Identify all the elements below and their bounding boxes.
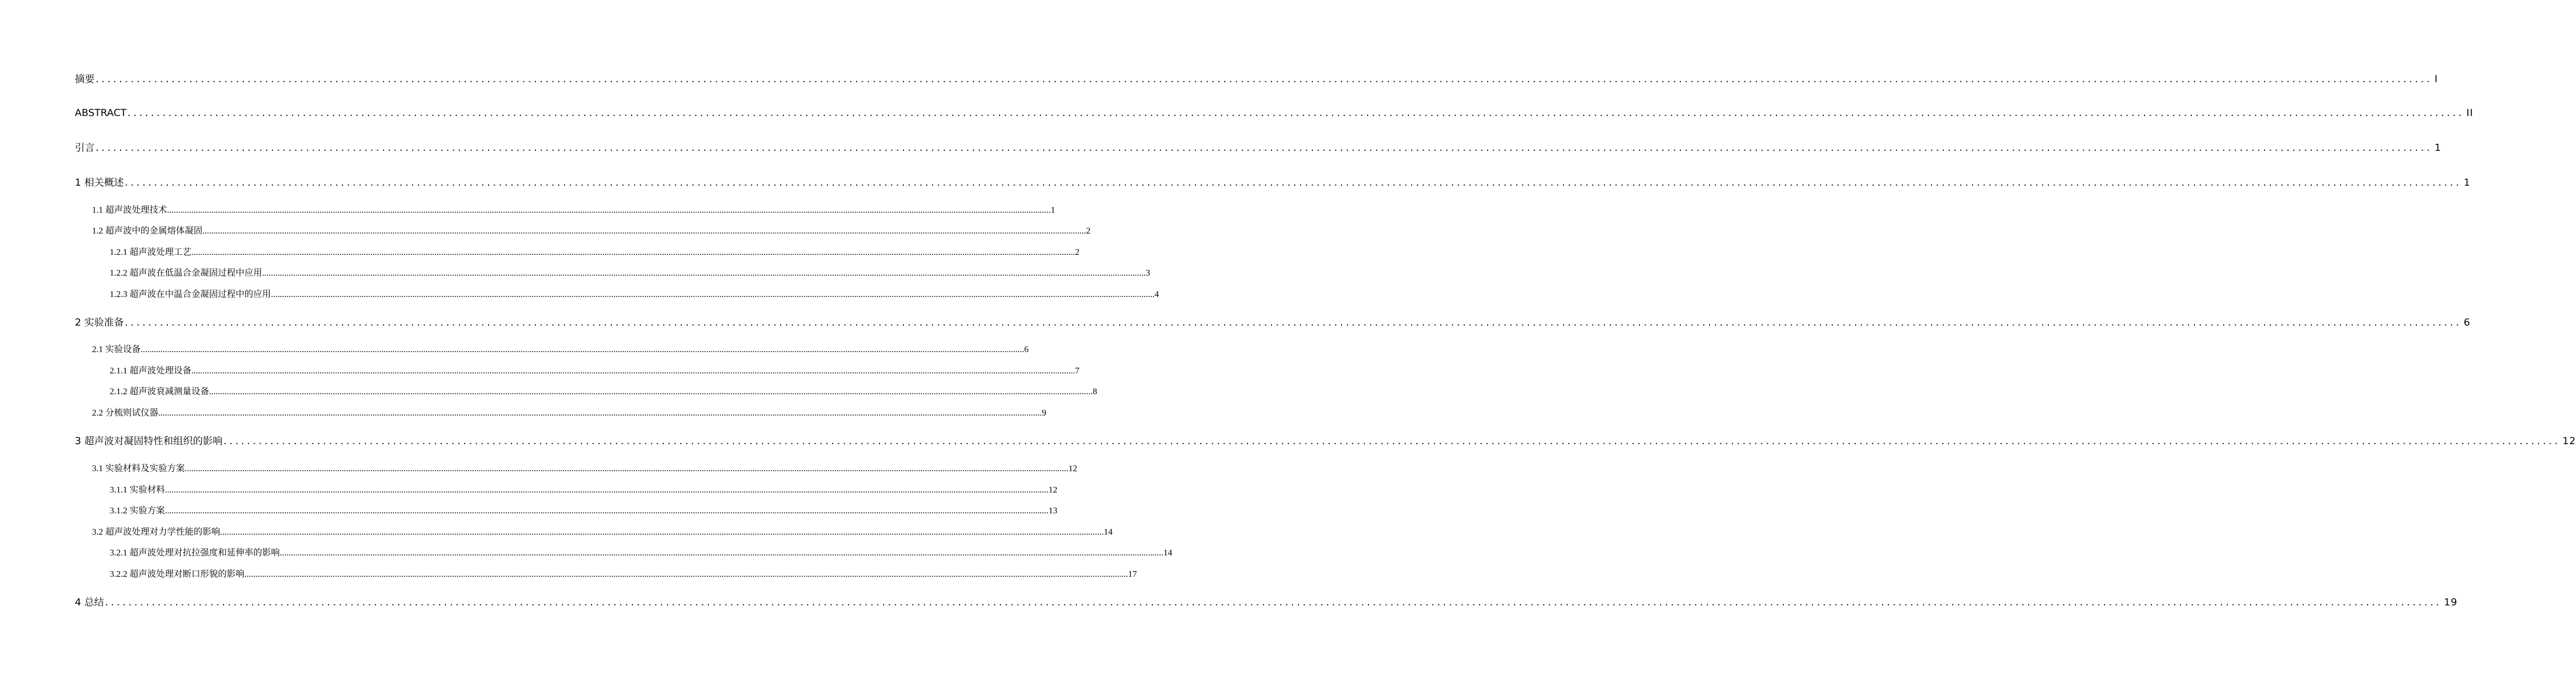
toc-entry-section-1-2-2[interactable] — [110, 267, 1150, 279]
toc-entry-page: 8 — [1093, 386, 1097, 396]
toc-entry-page: 3 — [1146, 268, 1150, 278]
toc-entry-label: 摘要 — [75, 73, 95, 85]
toc-entry-section-3-2-2[interactable] — [110, 568, 1137, 580]
toc-entry-chapter-3[interactable] — [75, 434, 2576, 448]
toc-entry-abstract-en[interactable] — [75, 106, 2474, 120]
toc-entry-chapter-1[interactable] — [75, 175, 2471, 190]
dot-leader: ................................................................................................................................................................................................................................................................................................................................................................................................................ — [125, 317, 2462, 328]
toc-entry-page: 19 — [2443, 597, 2458, 608]
dot-leader: ................................................................................................................................................................................................................................................................................................................................................................................................................ — [202, 226, 1086, 236]
dot-leader: ................................................................................................................................................................................................................................................................................................................................................................................................................ — [185, 463, 1069, 473]
toc-entry-chapter-2[interactable] — [75, 315, 2471, 330]
toc-entry-page: 2 — [1075, 247, 1080, 257]
toc-entry-page: 12 — [2562, 435, 2576, 447]
toc-entry-section-1-2-3[interactable] — [110, 288, 1159, 301]
toc-entry-section-2-1-2[interactable] — [110, 385, 1097, 398]
toc-entry-page: 6 — [1024, 344, 1029, 354]
toc-entry-label: 3.1 实验材料及实验方案 — [92, 463, 185, 473]
toc-entry-page: 14 — [1103, 527, 1113, 537]
toc-entry-section-3-2[interactable] — [92, 526, 1113, 538]
toc-entry-label: 3.1.1 实验材料 — [110, 485, 165, 495]
dot-leader: ................................................................................................................................................................................................................................................................................................................................................................................................................ — [167, 205, 1051, 215]
toc-entry-label: 2.1 实验设备 — [92, 344, 141, 354]
toc-entry-label: 3.2.1 超声波处理对抗拉强度和延伸率的影响 — [110, 548, 280, 558]
toc-entry-section-2-2[interactable] — [92, 407, 1046, 419]
dot-leader: ................................................................................................................................................................................................................................................................................................................................................................................................................ — [96, 142, 2433, 153]
toc-entry-label: 2.1.1 超声波处理设备 — [110, 366, 192, 376]
toc-entry-section-2-1[interactable] — [92, 343, 1029, 356]
dot-leader: ................................................................................................................................................................................................................................................................................................................................................................................................................ — [165, 506, 1049, 515]
toc-entry-page: 1 — [2434, 142, 2441, 153]
toc-entry-label: 1 相关概述 — [75, 177, 124, 188]
toc-entry-page: 13 — [1048, 506, 1058, 515]
toc-entry-label: 1.2.1 超声波处理工艺 — [110, 247, 192, 257]
dot-leader: ................................................................................................................................................................................................................................................................................................................................................................................................................ — [220, 527, 1104, 537]
dot-leader: ................................................................................................................................................................................................................................................................................................................................................................................................................ — [165, 485, 1049, 495]
toc-entry-page: 14 — [1163, 548, 1173, 558]
dot-leader: ................................................................................................................................................................................................................................................................................................................................................................................................................ — [262, 268, 1146, 278]
dot-leader: ................................................................................................................................................................................................................................................................................................................................................................................................................ — [280, 548, 1164, 558]
dot-leader: ................................................................................................................................................................................................................................................................................................................................................................................................................ — [105, 597, 2442, 608]
toc-entry-page: II — [2466, 107, 2474, 119]
toc-entry-label: 3.2 超声波处理对力学性能的影响 — [92, 527, 220, 537]
toc-entry-section-3-1-1[interactable] — [110, 484, 1058, 496]
toc-entry-page: 17 — [1128, 569, 1137, 579]
dot-leader: ................................................................................................................................................................................................................................................................................................................................................................................................................ — [96, 73, 2433, 85]
toc-entry-label: 2.1.2 超声波衰减测量设备 — [110, 386, 209, 396]
toc-entry-label: 1.2.2 超声波在低温合金凝固过程中应用 — [110, 268, 262, 278]
toc-entry-label: 2.2 分梳则试仪器 — [92, 408, 159, 418]
toc-entry-section-1-2[interactable] — [92, 225, 1090, 237]
toc-entry-page: 12 — [1068, 463, 1077, 473]
toc-entry-label: ABSTRACT — [75, 107, 127, 119]
dot-leader: ................................................................................................................................................................................................................................................................................................................................................................................................................ — [140, 344, 1024, 354]
toc-entry-page: 2 — [1086, 226, 1090, 236]
toc-entry-section-2-1-1[interactable] — [110, 365, 1080, 377]
toc-entry-section-3-1[interactable] — [92, 462, 1077, 475]
toc-entry-page: I — [2434, 73, 2438, 85]
toc-entry-label: 1.1 超声波处理技术 — [92, 205, 167, 215]
toc-entry-introduction[interactable] — [75, 140, 2441, 155]
toc-entry-label: 3.1.2 实验方案 — [110, 506, 165, 515]
dot-leader: ................................................................................................................................................................................................................................................................................................................................................................................................................ — [191, 366, 1075, 376]
toc-entry-abstract-cn[interactable] — [75, 72, 2438, 86]
toc-entry-page: 1 — [2463, 177, 2471, 188]
dot-leader: ................................................................................................................................................................................................................................................................................................................................................................................................................ — [271, 289, 1155, 299]
dot-leader: ................................................................................................................................................................................................................................................................................................................................................................................................................ — [191, 247, 1075, 257]
dot-leader: ................................................................................................................................................................................................................................................................................................................................................................................................................ — [224, 435, 2560, 447]
toc-entry-section-3-1-2[interactable] — [110, 504, 1058, 517]
dot-leader: ................................................................................................................................................................................................................................................................................................................................................................................................................ — [158, 408, 1042, 418]
dot-leader: ................................................................................................................................................................................................................................................................................................................................................................................................................ — [244, 569, 1128, 579]
toc-entry-page: 9 — [1042, 408, 1046, 418]
dot-leader: ................................................................................................................................................................................................................................................................................................................................................................................................................ — [127, 107, 2465, 119]
toc-entry-label: 2 实验准备 — [75, 317, 124, 328]
toc-entry-page: 6 — [2463, 317, 2471, 328]
toc-entry-label: 3.2.2 超声波处理对断口形貌的影响 — [110, 569, 245, 579]
dot-leader: ................................................................................................................................................................................................................................................................................................................................................................................................................ — [209, 386, 1093, 396]
toc-entry-label: 1.2.3 超声波在中温合金凝固过程中的应用 — [110, 289, 271, 299]
dot-leader: ................................................................................................................................................................................................................................................................................................................................................................................................................ — [125, 177, 2462, 188]
toc-entry-section-3-2-1[interactable] — [110, 547, 1173, 559]
toc-entry-page: 4 — [1154, 289, 1159, 299]
toc-entry-label: 3 超声波对凝固特性和组织的影响 — [75, 435, 223, 447]
toc-entry-section-1-1[interactable] — [92, 204, 1055, 216]
toc-entry-page: 1 — [1050, 205, 1055, 215]
toc-entry-page: 7 — [1075, 366, 1080, 376]
toc-entry-chapter-4[interactable] — [75, 595, 2458, 610]
toc-entry-label: 引言 — [75, 142, 95, 153]
toc-entry-label: 1.2 超声波中的金属熔体凝固 — [92, 226, 203, 236]
toc-entry-section-1-2-1[interactable] — [110, 246, 1080, 258]
toc-entry-label: 4 总结 — [75, 597, 104, 608]
toc-entry-page: 12 — [1048, 485, 1058, 495]
